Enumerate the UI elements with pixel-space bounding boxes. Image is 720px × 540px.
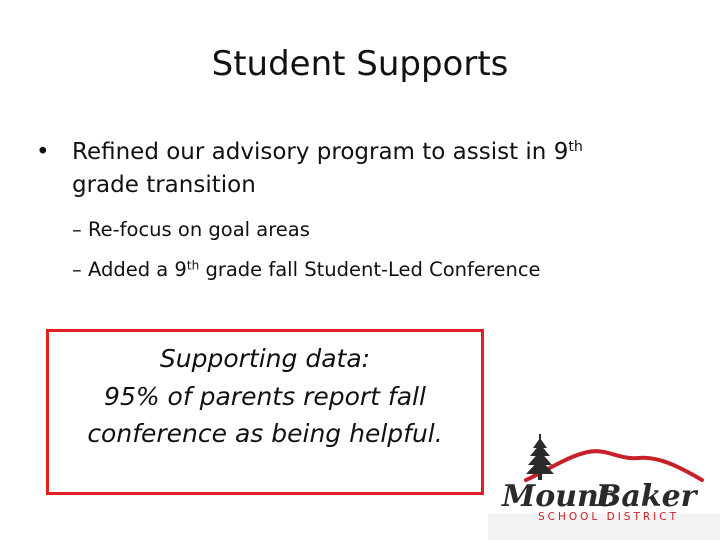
slide-title: Student Supports xyxy=(211,44,509,84)
sub-bullet-text-before: Added a 9 xyxy=(87,258,187,281)
supporting-data-callout xyxy=(46,329,484,495)
logo-graphic xyxy=(488,430,720,540)
logo-word-mount: Mount xyxy=(502,479,613,514)
bullet-marker: • xyxy=(36,139,50,165)
bullet-text-main: Refined our advisory program to assist in 9 xyxy=(72,139,569,165)
mount-baker-logo xyxy=(488,430,720,540)
sub-bullet-marker: – xyxy=(72,218,82,241)
sub-bullet-marker: – xyxy=(72,258,82,281)
logo-subtitle: SCHOOL DISTRICT xyxy=(538,511,680,523)
sub-bullet-1 xyxy=(72,218,692,241)
callout-line-3: conference as being helpful. xyxy=(87,419,443,448)
sub-bullet-superscript: th xyxy=(186,258,200,273)
sub-bullet-2 xyxy=(72,258,692,281)
bullet-text-continued: grade transition xyxy=(72,172,256,199)
callout-text xyxy=(49,340,481,453)
mountain-ridge-icon xyxy=(526,451,702,480)
logo-word-baker: Baker xyxy=(596,479,697,514)
main-bullet xyxy=(36,136,676,203)
sub-bullet-text xyxy=(88,258,541,281)
bullet-superscript: th xyxy=(568,139,583,156)
sub-bullet-text: Re-focus on goal areas xyxy=(87,218,310,241)
bullet-text xyxy=(72,136,676,203)
callout-line-1: Supporting data: xyxy=(159,344,371,373)
evergreen-tree-icon xyxy=(526,434,554,480)
callout-line-2: 95% of parents report fall xyxy=(104,381,426,411)
sub-bullet-text-after: grade fall Student-Led Conference xyxy=(199,258,541,281)
